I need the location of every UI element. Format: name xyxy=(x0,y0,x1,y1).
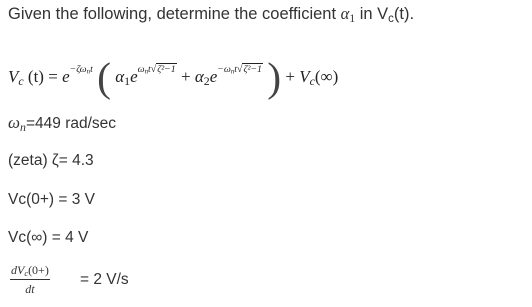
plus-sign: + xyxy=(180,66,191,86)
alpha-1-symbol: $\alpha_1$ xyxy=(340,4,356,25)
plus-sign-2: + xyxy=(285,66,295,86)
question-suffix: in $V_c(t)$. xyxy=(359,5,415,25)
capacitor-voltage-equation xyxy=(8,54,338,102)
lhs-arg: (t) = xyxy=(27,66,58,86)
derivative-denominator: dt xyxy=(25,282,35,297)
final-value-term: $V_c(\infty)$ xyxy=(299,66,339,88)
alpha2-term: $\alpha_2e^{-\omega_nt√\zeta^2-1}$ xyxy=(194,64,262,88)
omega-n-symbol: $\omega_n$ xyxy=(8,113,26,134)
question-prefix: Given the following, determine the coefficient xyxy=(8,5,337,23)
zeta-line: (zeta) ζ= 4.3 xyxy=(8,152,94,169)
derivative-value: = 2 V/s xyxy=(80,271,129,288)
question-text xyxy=(8,4,414,25)
alpha1-term: $\alpha_1e^{\omega_nt√\zeta^2-1}$ xyxy=(115,64,176,88)
derivative-numerator: $dV_c(0+)$ xyxy=(11,263,49,279)
natural-frequency-value: =449 rad/sec xyxy=(25,115,117,132)
damping-exponential: $e^{-\zeta\omega_nt}$ xyxy=(62,64,93,86)
vc-initial-line: Vc(0+) = 3 V xyxy=(8,191,96,208)
lhs-v: $V_c$ xyxy=(8,66,24,88)
derivative-fraction xyxy=(10,263,50,297)
natural-frequency-line xyxy=(8,113,116,135)
left-paren: ( xyxy=(97,55,111,101)
vc-final-line: Vc(∞) = 4 V xyxy=(8,229,89,246)
right-paren: ) xyxy=(267,55,282,101)
